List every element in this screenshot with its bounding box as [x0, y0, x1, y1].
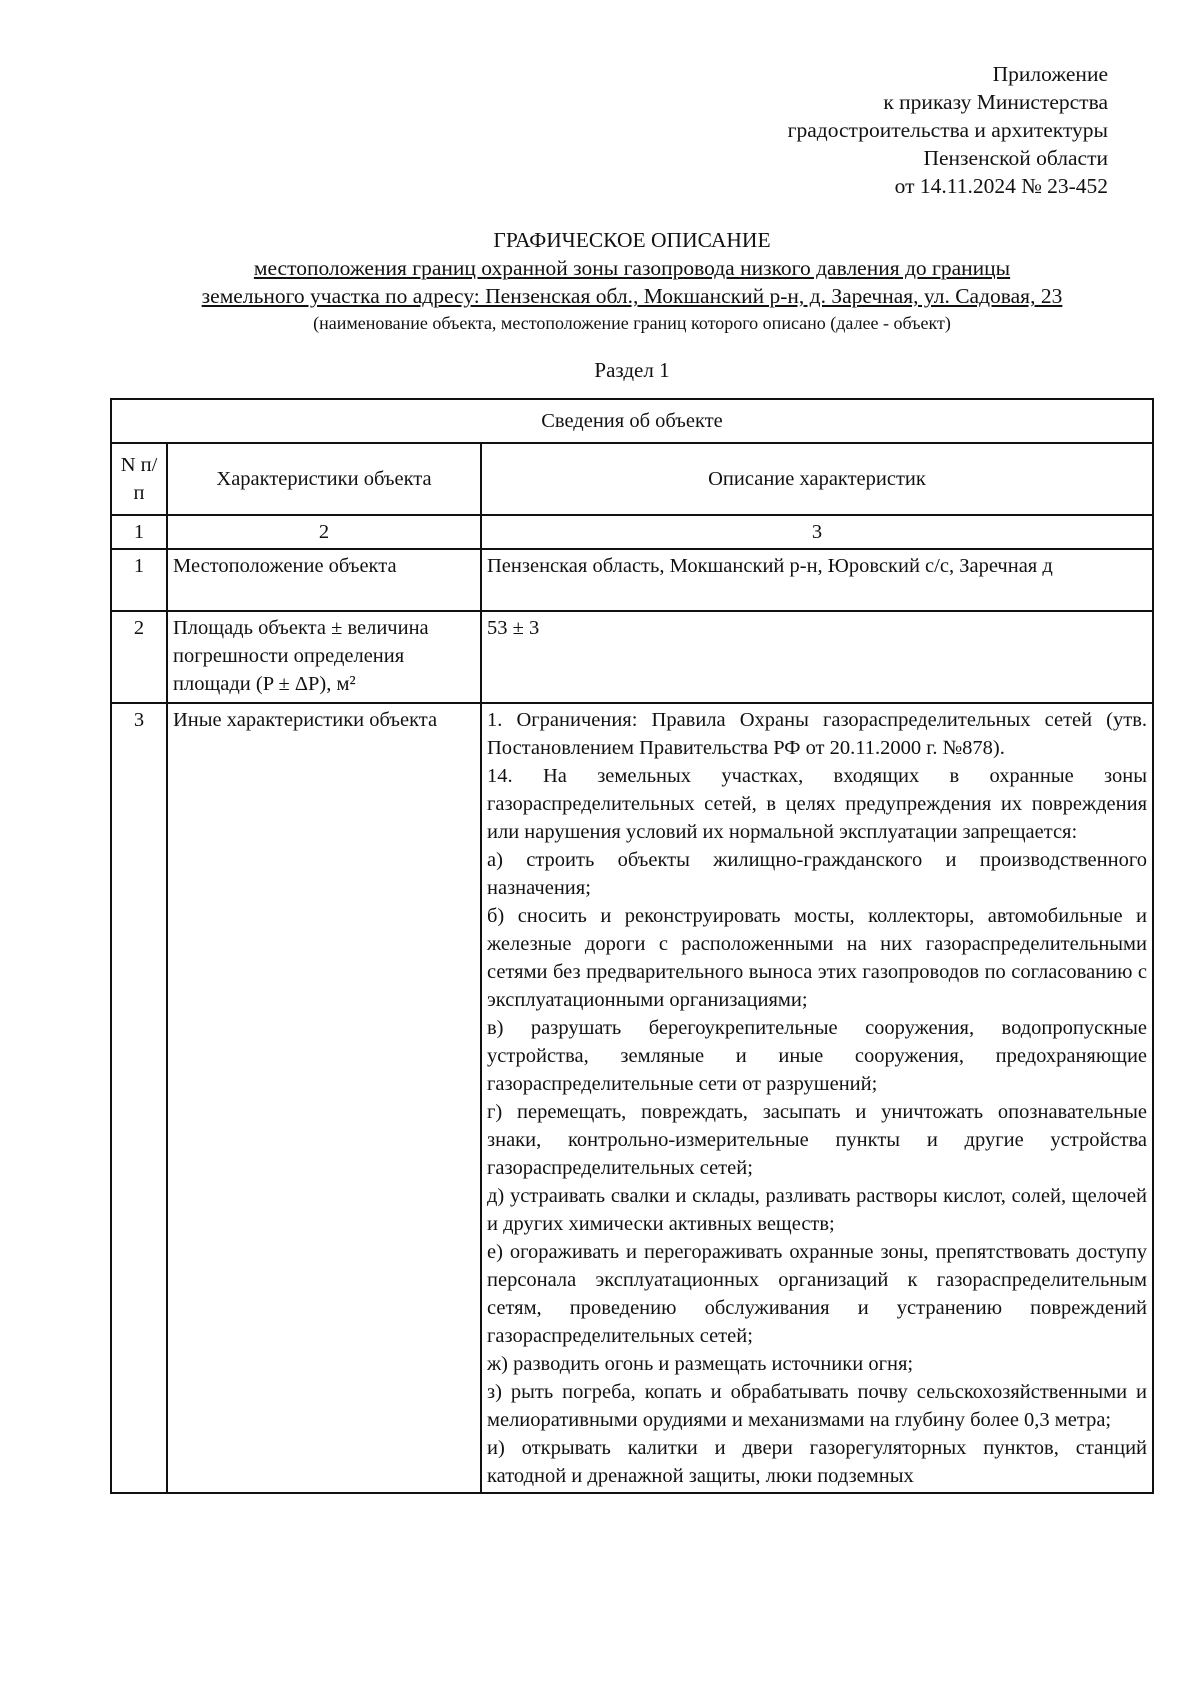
object-name-line-1: местоположения границ охранной зоны газопровода низкого давления до границы — [253, 256, 1011, 280]
appendix-line: градостроительства и архитектуры — [787, 118, 1108, 142]
row-description: 53 ± 3 — [481, 611, 1153, 703]
header-characteristic: Характеристики объекта — [167, 443, 481, 515]
object-name-line-2: земельного участка по адресу: Пензенская обл., Мокшанский р-н, д. Заречная, ул. Садовая, 23 — [201, 284, 1063, 308]
row-description: Пензенская область, Мокшанский р-н, Юровский с/с, Заречная д — [481, 549, 1153, 611]
restriction-paragraph: а) строить объекты жилищно-гражданского и производственного назначения; — [487, 849, 1148, 899]
column-number: 1 — [111, 515, 167, 549]
appendix-header — [788, 60, 1108, 200]
table-row — [111, 703, 1153, 1493]
row-number: 3 — [111, 703, 167, 1493]
column-number: 2 — [167, 515, 481, 549]
restriction-paragraph: и) открывать калитки и двери газорегуляторных пунктов, станций катодной и дренажной защиты, люки подземных — [487, 1437, 1148, 1487]
appendix-line: к приказу Министерства — [883, 90, 1108, 114]
table-row — [111, 549, 1153, 611]
column-number: 3 — [481, 515, 1153, 549]
appendix-line: Пензенской области — [923, 146, 1108, 170]
restriction-paragraph: ж) разводить огонь и размещать источники огня; — [487, 1353, 914, 1375]
header-num: N п/п — [111, 443, 167, 515]
appendix-date-number: от 14.11.2024 № 23-452 — [894, 174, 1108, 198]
row-characteristic: Местоположение объекта — [167, 549, 481, 611]
restriction-paragraph: в) разрушать берегоукрепительные сооружения, водопропускные устройства, земляные и иные сооружения, предохраняющие газораспределительные сети от разрушений; — [487, 1017, 1148, 1095]
object-name-note: (наименование объекта, местоположение границ которого описано (далее - объект) — [313, 313, 951, 333]
restriction-paragraph: д) устраивать свалки и склады, разливать растворы кислот, солей, щелочей и других химически активных веществ; — [487, 1185, 1148, 1235]
section-heading: Раздел 1 — [594, 358, 670, 382]
restriction-paragraph: г) перемещать, повреждать, засыпать и уничтожать опознавательные знаки, контрольно-измерительные пункты и другие устройства газораспределительных сетей; — [487, 1101, 1148, 1179]
restriction-paragraph: 14. На земельных участках, входящих в охранные зоны газораспределительных сетей, в целях предупреждения их повреждения или нарушения условий их нормальной эксплуатации запрещается: — [487, 765, 1148, 843]
row-number: 1 — [111, 549, 167, 611]
restriction-paragraph: 1. Ограничения: Правила Охраны газораспределительных сетей (утв. Постановлением Правительства РФ от 20.11.2000 г. №878). — [487, 709, 1148, 759]
table-header-row — [111, 443, 1153, 515]
restriction-paragraph: з) рыть погреба, копать и обрабатывать почву сельскохозяйственными и мелиоративными орудиями и механизмами на глубину более 0,3 метра; — [487, 1381, 1148, 1431]
row-number: 2 — [111, 611, 167, 703]
appendix-line: Приложение — [992, 62, 1108, 86]
row-characteristic: Площадь объекта ± величина погрешности определения площади (P ± ΔP), м² — [167, 611, 481, 703]
header-description: Описание характеристик — [481, 443, 1153, 515]
row-characteristic: Иные характеристики объекта — [167, 703, 481, 1493]
table-caption: Сведения об объекте — [111, 399, 1153, 443]
title-block — [100, 226, 1164, 384]
document-title: ГРАФИЧЕСКОЕ ОПИСАНИЕ — [493, 228, 771, 252]
table-row — [111, 611, 1153, 703]
restriction-paragraph: е) огораживать и перегораживать охранные зоны, препятствовать доступу персонала эксплуатационных организаций к газораспределительным сетям, проведению обслуживания и устранению повреждений газораспределительных сетей; — [487, 1241, 1148, 1347]
restriction-paragraph: б) сносить и реконструировать мосты, коллекторы, автомобильные и железные дороги с расположенными на них газораспределительными сетями без предварительного выноса этих газопроводов по согласованию с эксплуатационными организациями; — [487, 905, 1148, 1011]
object-info-table — [110, 398, 1154, 1494]
row-description — [481, 703, 1153, 1493]
column-number-row — [111, 515, 1153, 549]
